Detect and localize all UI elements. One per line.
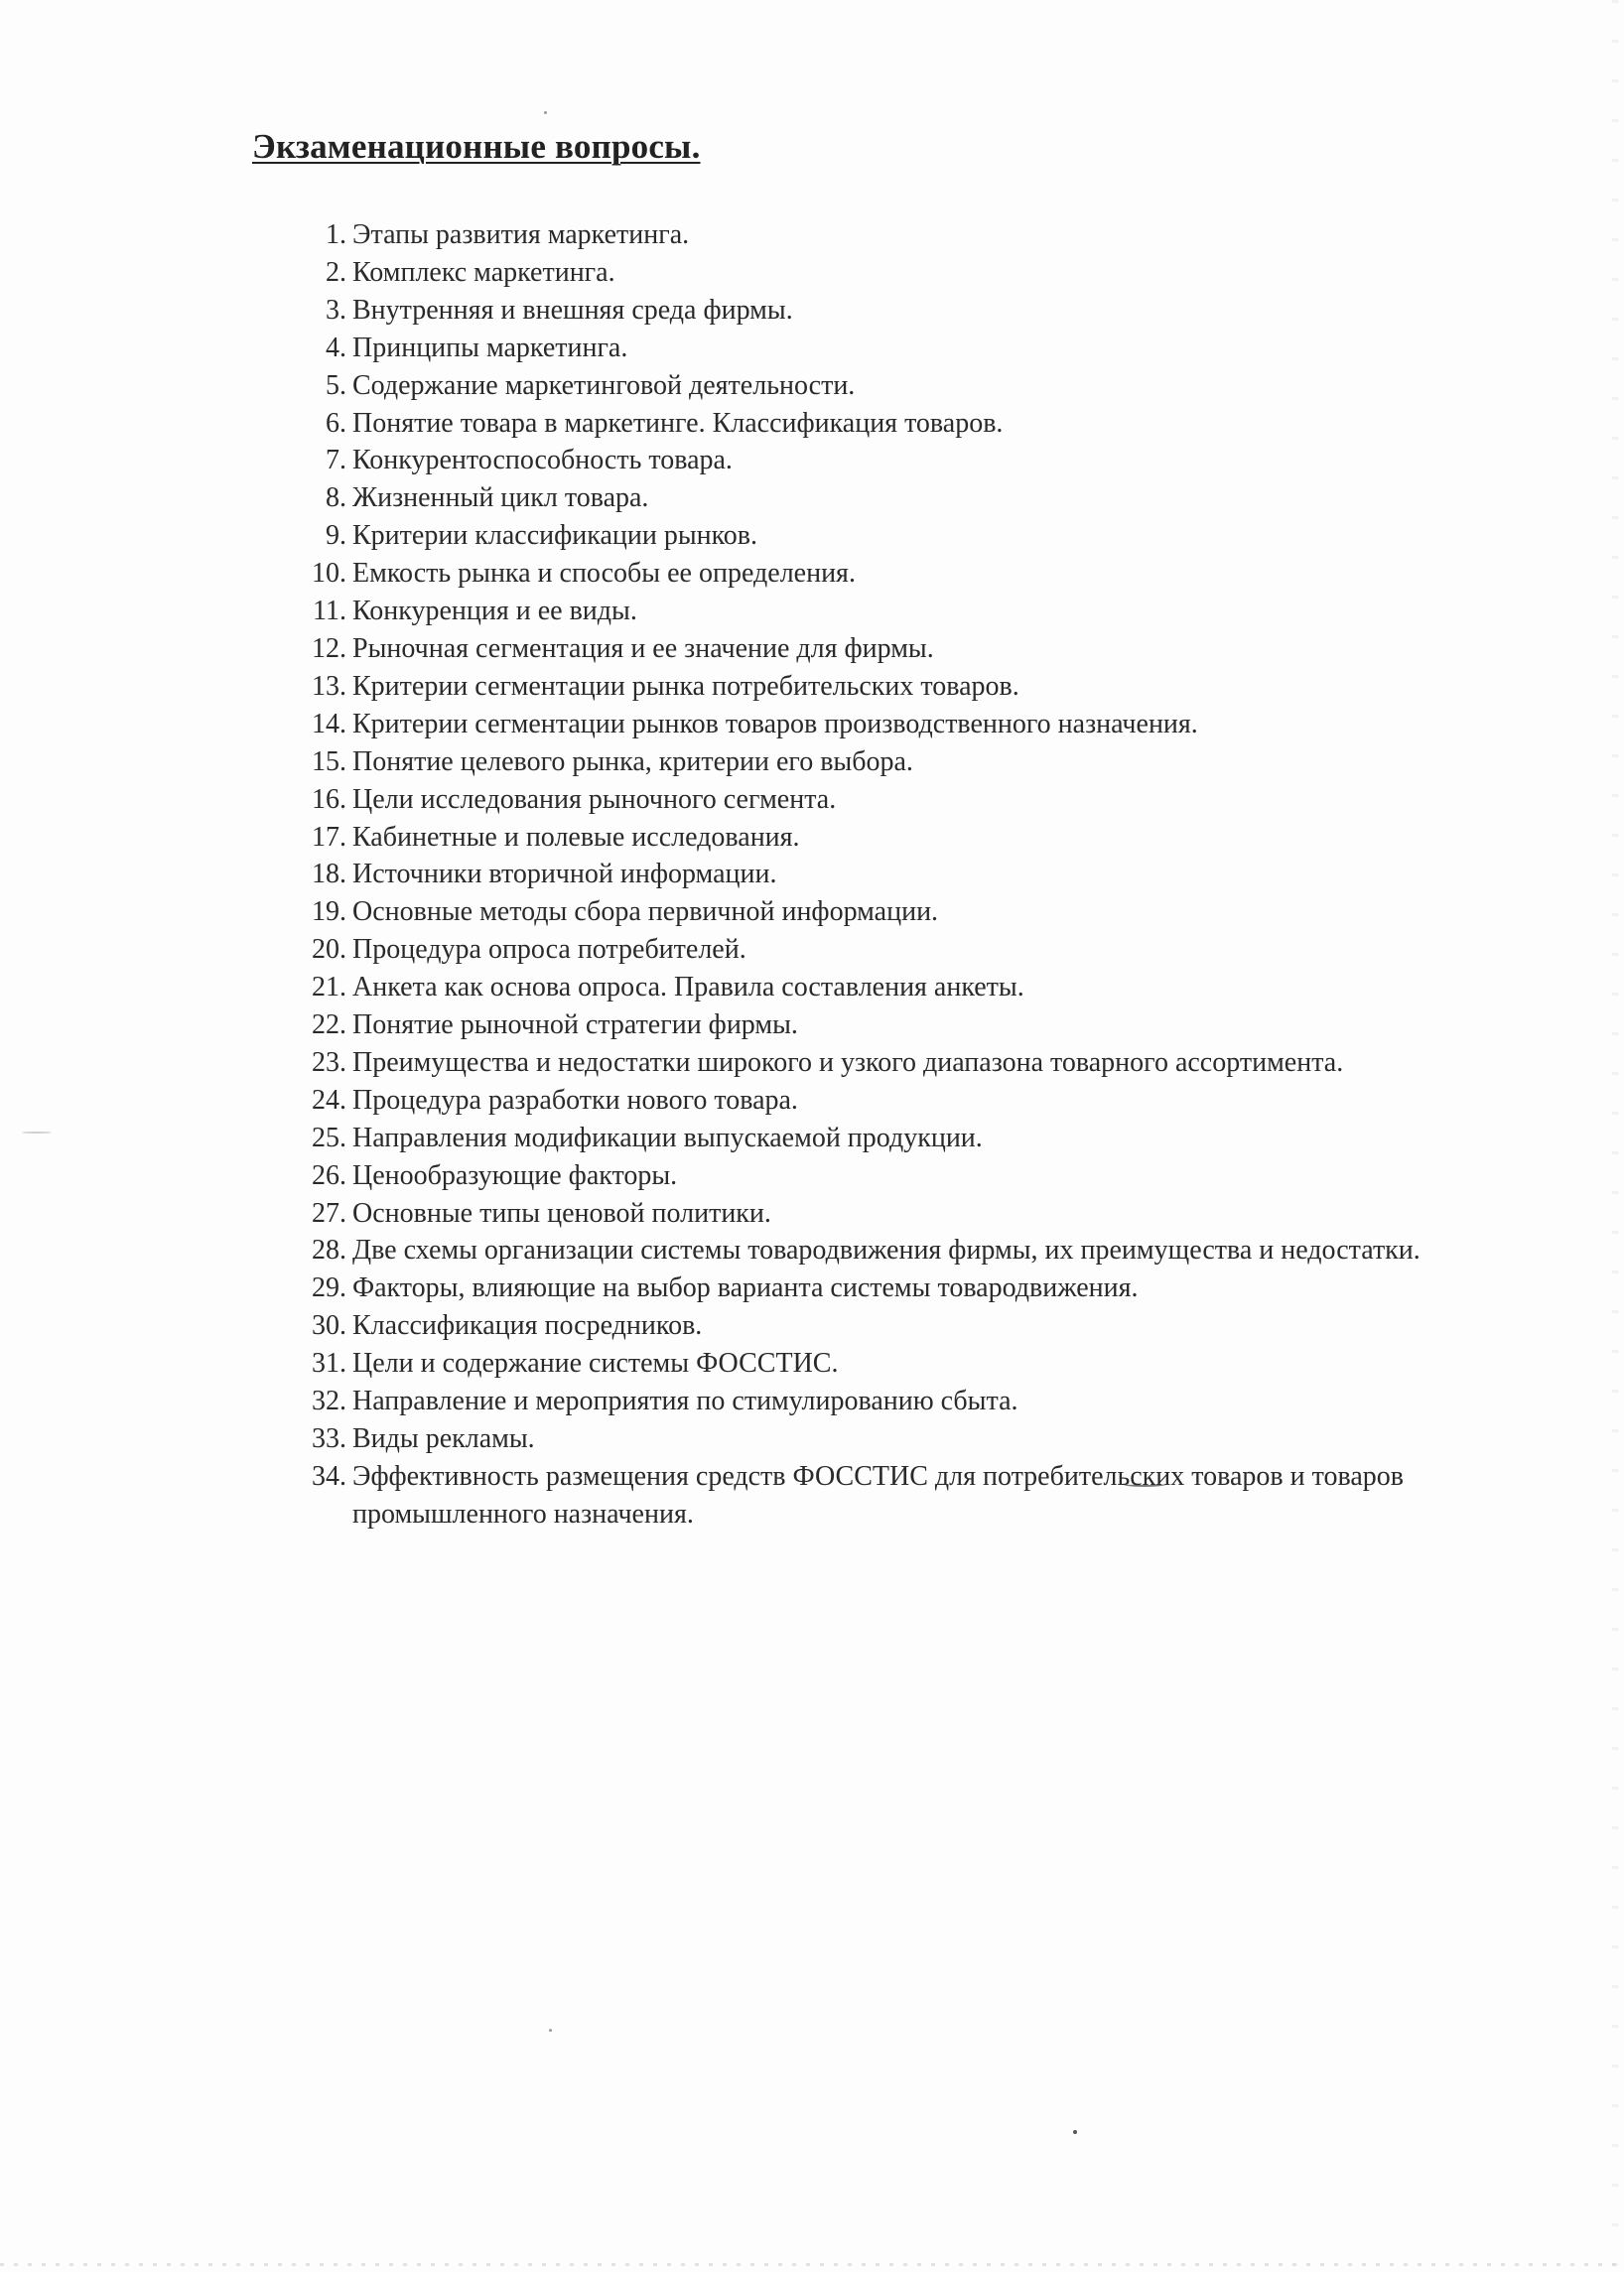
question-item (293, 931, 1534, 969)
question-text: Цели исследования рыночного сегмента. (352, 783, 837, 815)
question-text: Этапы развития маркетинга. (352, 219, 690, 250)
question-text: Рыночная сегментация и ее значение для фирмы. (352, 632, 934, 664)
question-number: 22. (312, 1009, 346, 1041)
question-item (293, 1082, 1534, 1120)
question-number: 32. (312, 1386, 346, 1417)
question-number: 19. (312, 896, 346, 928)
scan-bottom-noise (0, 2263, 1624, 2266)
question-list (293, 216, 1534, 1534)
question-item (293, 819, 1534, 857)
question-number: 4. (326, 332, 346, 363)
question-number: 26. (312, 1159, 346, 1191)
question-number: 29. (312, 1272, 346, 1304)
scan-speck (1073, 2130, 1077, 2134)
question-text: Две схемы организации системы товародвижения фирмы, их преимущества и недостатки. (352, 1235, 1421, 1267)
question-item (293, 1044, 1534, 1082)
question-item (293, 330, 1534, 367)
question-text: Понятие целевого рынка, критерии его выбора. (352, 745, 913, 777)
question-text: Критерии классификации рынков. (352, 520, 758, 552)
question-item (293, 292, 1534, 330)
question-item (293, 555, 1534, 593)
question-text: Комплекс маркетинга. (352, 256, 615, 288)
question-number: 9. (326, 520, 346, 552)
question-number: 20. (312, 934, 346, 966)
question-text: Процедура разработки нового товара. (352, 1084, 798, 1116)
question-item (293, 1307, 1534, 1345)
question-item (293, 216, 1534, 254)
question-item (293, 517, 1534, 555)
question-number: 14. (312, 708, 346, 739)
question-item (293, 254, 1534, 292)
question-text: Ценообразующие факторы. (352, 1159, 678, 1191)
question-text: Преимущества и недостатки широкого и узкого диапазона товарного ассортимента. (352, 1046, 1344, 1078)
question-item (293, 706, 1534, 743)
question-item (293, 856, 1534, 893)
question-text: Процедура опроса потребителей. (352, 934, 746, 966)
question-text: Направление и мероприятия по стимулированию сбыта. (352, 1386, 1018, 1417)
question-text: Классификация посредников. (352, 1310, 703, 1342)
question-number: 6. (326, 407, 346, 439)
question-text: Понятие рыночной стратегии фирмы. (352, 1009, 798, 1041)
question-number: 24. (312, 1084, 346, 1116)
question-item (293, 1157, 1534, 1195)
question-item (293, 1420, 1534, 1458)
question-number: 30. (312, 1310, 346, 1342)
question-number: 7. (326, 445, 346, 476)
question-text: Конкурентоспособность товара. (352, 445, 733, 476)
question-item (293, 367, 1534, 405)
question-number: 33. (312, 1423, 346, 1454)
question-number: 27. (312, 1197, 346, 1229)
page-title: Экзаменационные вопросы. (252, 127, 701, 166)
question-item (293, 969, 1534, 1006)
question-number: 17. (312, 821, 346, 853)
question-number: 11. (313, 596, 346, 627)
question-item (293, 1006, 1534, 1044)
question-number: 12. (312, 632, 346, 664)
question-text: Внутренняя и внешняя среда фирмы. (352, 294, 793, 326)
question-item (293, 1270, 1534, 1307)
question-item (293, 1232, 1534, 1270)
question-number: 28. (312, 1235, 346, 1267)
question-number: 13. (312, 670, 346, 702)
question-text: Анкета как основа опроса. Правила составления анкеты. (352, 972, 1024, 1003)
question-text: Основные методы сбора первичной информации. (352, 896, 939, 928)
question-text: Конкуренция и ее виды. (352, 596, 637, 627)
question-text: Факторы, влияющие на выбор варианта системы товародвижения. (352, 1272, 1139, 1304)
question-text: Виды рекламы. (352, 1423, 535, 1454)
scan-speck (544, 111, 547, 114)
question-text: Жизненный цикл товара. (352, 482, 649, 514)
question-number: 15. (312, 745, 346, 777)
question-number: 34. (312, 1460, 346, 1492)
question-item (293, 630, 1534, 668)
question-text: Критерии сегментации рынков товаров производственного назначения. (352, 708, 1198, 739)
question-text: Эффективность размещения средств ФОССТИС для потребительских товаров и товаров промышленного назначения. (352, 1460, 1404, 1530)
question-text: Емкость рынка и способы ее определения. (352, 558, 856, 590)
question-text: Принципы маркетинга. (352, 332, 628, 363)
question-number: 2. (326, 256, 346, 288)
question-item (293, 593, 1534, 630)
question-item (293, 405, 1534, 443)
question-number: 16. (312, 783, 346, 815)
question-number: 21. (312, 972, 346, 1003)
question-text: Источники вторичной информации. (352, 859, 777, 890)
question-text: Цели и содержание системы ФОССТИС. (352, 1348, 839, 1380)
question-text: Основные типы ценовой политики. (352, 1197, 771, 1229)
question-item (293, 743, 1534, 781)
question-item (293, 668, 1534, 706)
scan-speck (22, 1132, 52, 1134)
question-number: 1. (326, 219, 346, 250)
question-number: 23. (312, 1046, 346, 1078)
question-item (293, 1120, 1534, 1157)
question-item (293, 893, 1534, 931)
question-item (293, 1195, 1534, 1233)
question-number: 3. (326, 294, 346, 326)
question-number: 10. (312, 558, 346, 590)
scan-edge-noise (1612, 0, 1618, 2272)
question-item (293, 1458, 1534, 1534)
question-text: Содержание маркетинговой деятельности. (352, 369, 856, 401)
question-number: 31. (312, 1348, 346, 1380)
question-text: Кабинетные и полевые исследования. (352, 821, 800, 853)
question-item (293, 781, 1534, 819)
question-text: Направления модификации выпускаемой продукции. (352, 1122, 983, 1153)
question-text: Понятие товара в маркетинге. Классификация товаров. (352, 407, 1004, 439)
question-number: 8. (326, 482, 346, 514)
question-number: 25. (312, 1122, 346, 1153)
question-item (293, 442, 1534, 479)
question-text: Критерии сегментации рынка потребительских товаров. (352, 670, 1019, 702)
question-item (293, 479, 1534, 517)
question-number: 5. (326, 369, 346, 401)
scan-speck (549, 2029, 552, 2032)
question-item (293, 1383, 1534, 1420)
question-number: 18. (312, 859, 346, 890)
question-item (293, 1345, 1534, 1383)
